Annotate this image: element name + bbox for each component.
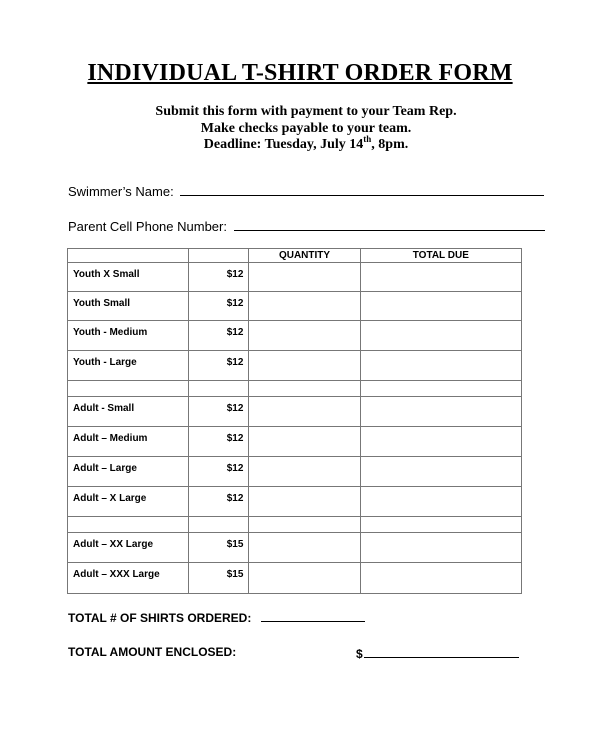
dollar-sign: $ <box>356 647 363 661</box>
quantity-cell[interactable] <box>249 397 360 427</box>
table-row <box>68 263 522 292</box>
total-due-cell[interactable] <box>360 427 521 457</box>
quantity-cell[interactable] <box>249 292 360 321</box>
deadline-text <box>0 134 600 153</box>
total-amount-label: TOTAL AMOUNT ENCLOSED: <box>68 645 237 659</box>
quantity-cell[interactable] <box>249 263 360 292</box>
swimmer-name-label: Swimmer’s Name: <box>68 184 174 199</box>
form-title: INDIVIDUAL T-SHIRT ORDER FORM <box>87 60 513 86</box>
total-due-cell[interactable] <box>360 381 521 397</box>
total-due-cell[interactable] <box>360 533 521 563</box>
quantity-cell[interactable] <box>249 427 360 457</box>
quantity-cell[interactable] <box>249 563 360 594</box>
price-cell: $12 <box>189 351 249 381</box>
price-cell: $12 <box>189 427 249 457</box>
size-cell: Adult - Small <box>68 397 189 427</box>
total-amount-line[interactable] <box>364 645 519 658</box>
table-row <box>68 292 522 321</box>
total-due-cell[interactable] <box>360 292 521 321</box>
total-due-cell[interactable] <box>360 351 521 381</box>
quantity-cell[interactable] <box>249 351 360 381</box>
price-cell: $12 <box>189 487 249 517</box>
total-due-cell[interactable] <box>360 563 521 594</box>
deadline-suffix: , 8pm. <box>371 137 409 152</box>
quantity-cell[interactable] <box>249 533 360 563</box>
total-amount-entry <box>356 645 519 661</box>
price-cell <box>189 381 249 397</box>
table-row <box>68 533 522 563</box>
size-cell <box>68 381 189 397</box>
size-cell: Adult – Medium <box>68 427 189 457</box>
parent-phone-label: Parent Cell Phone Number: <box>68 219 227 234</box>
header-quantity: QUANTITY <box>249 249 360 263</box>
size-cell: Youth Small <box>68 292 189 321</box>
total-shirts-label: TOTAL # OF SHIRTS ORDERED: <box>68 611 252 625</box>
table-row <box>68 351 522 381</box>
total-due-cell[interactable] <box>360 321 521 351</box>
total-shirts-field <box>68 609 365 625</box>
quantity-cell[interactable] <box>249 517 360 533</box>
header-size <box>68 249 189 263</box>
price-cell: $12 <box>189 397 249 427</box>
total-due-cell[interactable] <box>360 487 521 517</box>
swimmer-name-line[interactable] <box>180 183 544 196</box>
size-cell: Youth - Medium <box>68 321 189 351</box>
total-amount-field <box>68 645 236 659</box>
size-cell: Youth X Small <box>68 263 189 292</box>
table-row <box>68 563 522 594</box>
instruction-checks: Make checks payable to your team. <box>200 121 412 136</box>
price-cell: $12 <box>189 457 249 487</box>
price-cell: $12 <box>189 263 249 292</box>
deadline-prefix: Deadline: Tuesday, July 14 <box>203 137 364 152</box>
total-due-cell[interactable] <box>360 263 521 292</box>
size-cell: Adult – XX Large <box>68 533 189 563</box>
total-shirts-line[interactable] <box>261 609 365 622</box>
swimmer-name-field <box>68 183 544 199</box>
table-row <box>68 321 522 351</box>
table-row <box>68 381 522 397</box>
quantity-cell[interactable] <box>249 487 360 517</box>
header-total-due: TOTAL DUE <box>360 249 521 263</box>
total-due-cell[interactable] <box>360 397 521 427</box>
table-header-row <box>68 249 522 263</box>
quantity-cell[interactable] <box>249 457 360 487</box>
table-row <box>68 427 522 457</box>
order-table <box>67 248 522 594</box>
size-cell: Adult – X Large <box>68 487 189 517</box>
size-cell: Youth - Large <box>68 351 189 381</box>
total-due-cell[interactable] <box>360 517 521 533</box>
instruction-submit: Submit this form with payment to your Team Rep. <box>155 104 457 119</box>
size-cell: Adult – XXX Large <box>68 563 189 594</box>
parent-phone-line[interactable] <box>234 218 545 231</box>
deadline-superscript: th <box>363 134 372 144</box>
size-cell: Adult – Large <box>68 457 189 487</box>
price-cell: $12 <box>189 321 249 351</box>
header-price <box>189 249 249 263</box>
table-row <box>68 457 522 487</box>
price-cell: $15 <box>189 563 249 594</box>
total-due-cell[interactable] <box>360 457 521 487</box>
table-row <box>68 397 522 427</box>
table-row <box>68 517 522 533</box>
quantity-cell[interactable] <box>249 381 360 397</box>
parent-phone-field <box>68 218 545 234</box>
size-cell <box>68 517 189 533</box>
table-row <box>68 487 522 517</box>
price-cell: $12 <box>189 292 249 321</box>
quantity-cell[interactable] <box>249 321 360 351</box>
price-cell: $15 <box>189 533 249 563</box>
price-cell <box>189 517 249 533</box>
